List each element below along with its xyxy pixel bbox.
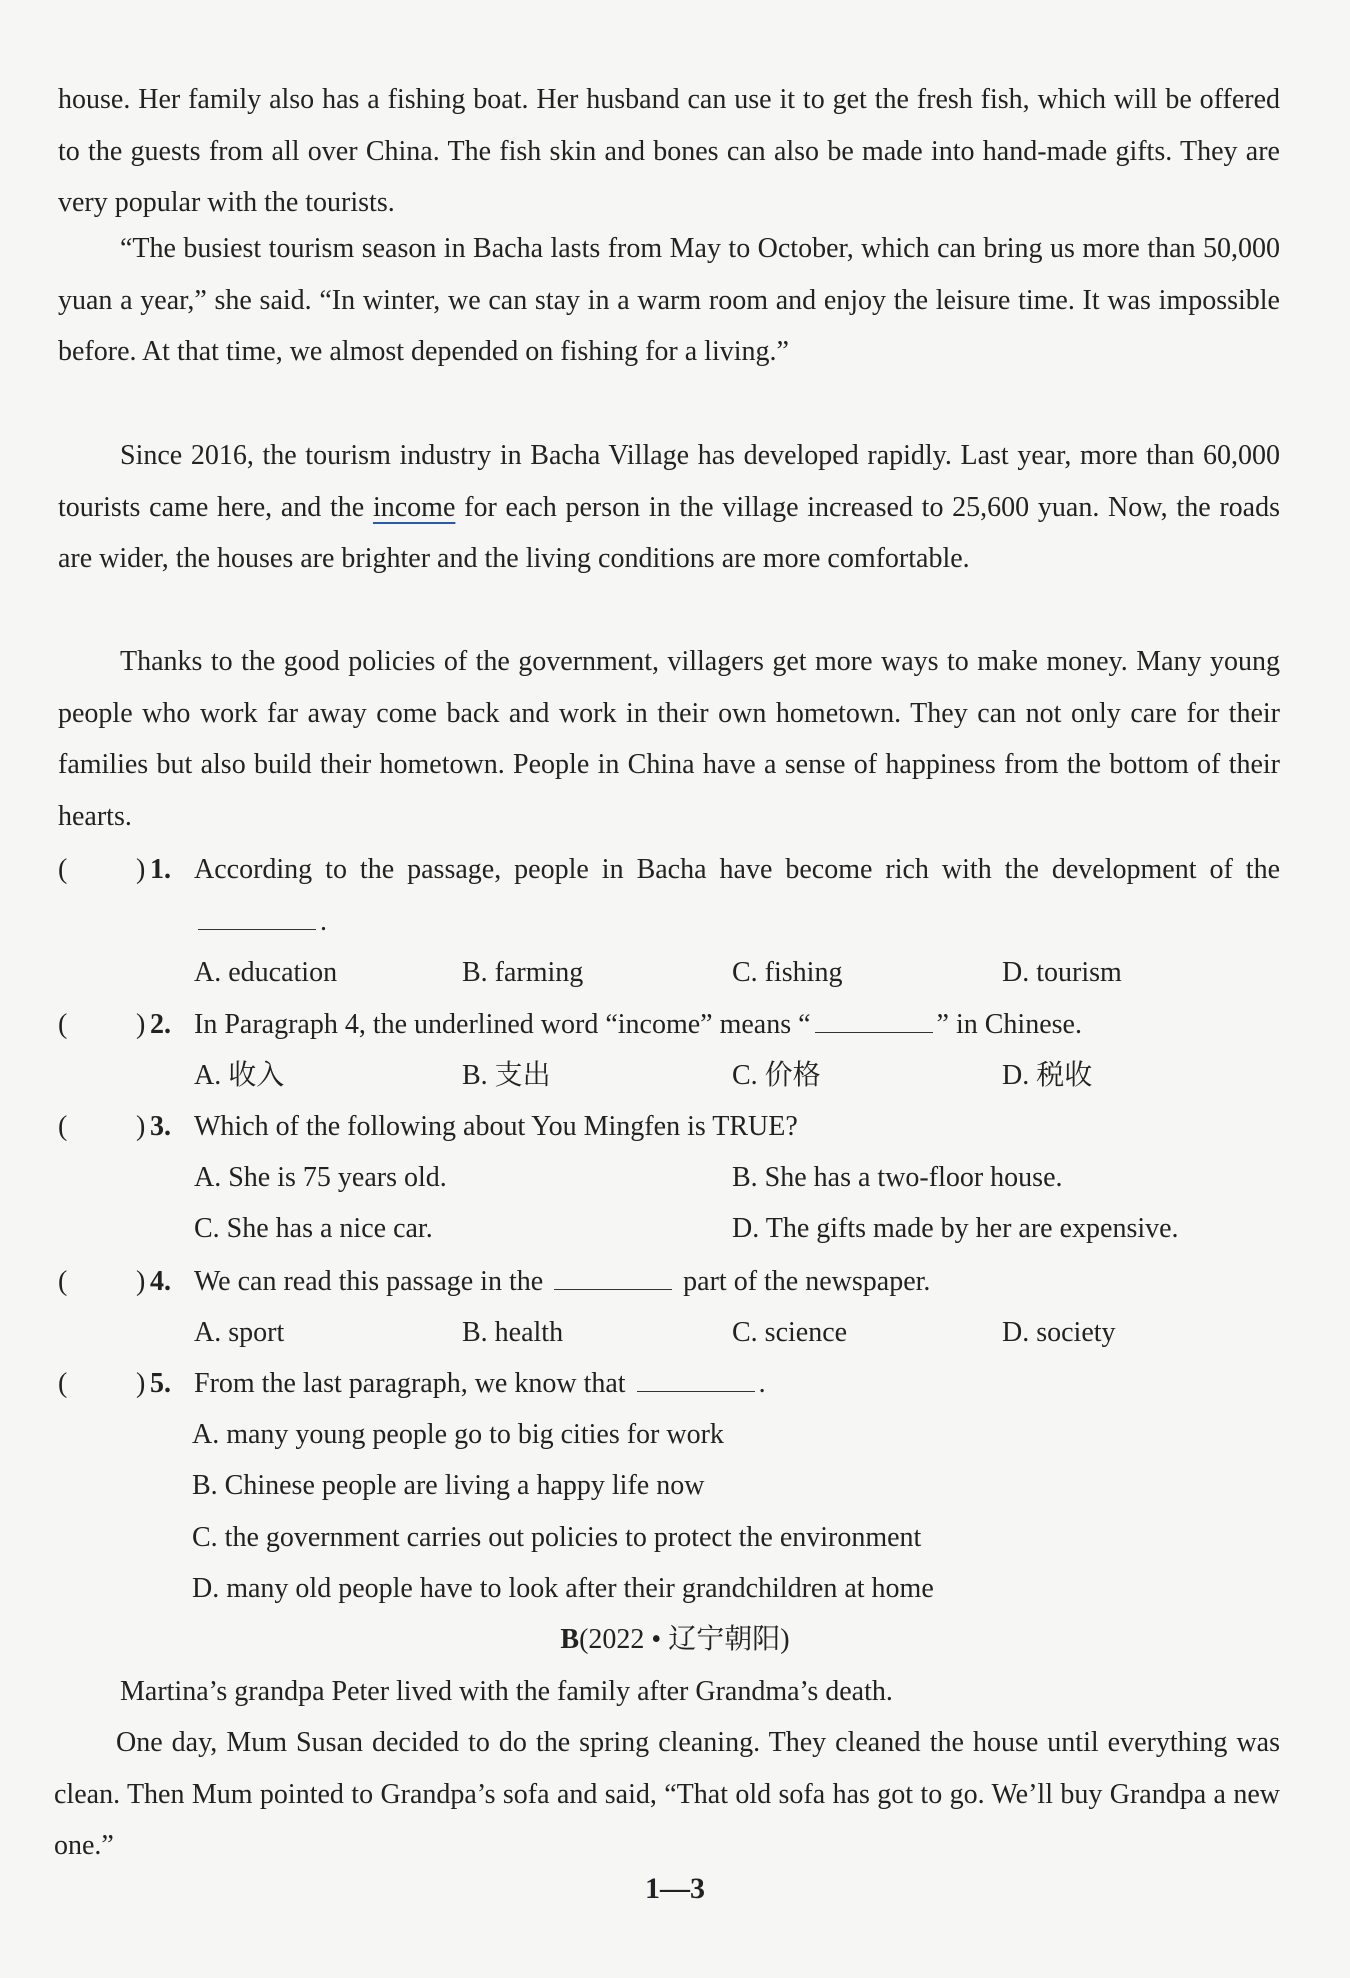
option-b[interactable]: B. farming <box>462 957 584 988</box>
page-number: 1—3 <box>645 1872 705 1905</box>
question-text: According to the passage, people in Bacha have become rich with the development of the . <box>194 854 1280 937</box>
underlined-word-income: income <box>372 491 456 523</box>
option-b[interactable]: B. She has a two-floor house. <box>732 1162 1063 1193</box>
option-a[interactable]: A. many young people go to big cities for work <box>192 1419 724 1450</box>
question-number: 1. <box>150 854 171 885</box>
option-d[interactable]: D. tourism <box>1002 957 1122 988</box>
paragraph-a2: “The busiest tourism season in Bacha lasts from May to October, which can bring us more than 50,000 yuan a year,” she said. “In winter, we can stay in a warm room and enjoy the leisure time. It was impossible before. At that time, we almost depended on fishing for a living.” <box>58 233 1280 367</box>
option-b[interactable]: B. Chinese people are living a happy life now <box>192 1470 705 1501</box>
option-a[interactable]: A. sport <box>194 1317 285 1348</box>
section-b-heading <box>0 1614 1350 1666</box>
paragraph-a1: house. Her family also has a fishing boat. Her husband can use it to get the fresh fish, which will be offered to the guests from all over China. The fish skin and bones can also be made into hand-made gifts. They are very popular with the tourists. <box>58 84 1280 218</box>
paragraph-b2: One day, Mum Susan decided to do the spring cleaning. They cleaned the house until everything was clean. Then Mum pointed to Grandpa’s sofa and said, “That old sofa has got to go. We’ll buy Grandpa a new one.” <box>54 1727 1280 1861</box>
question-text: Which of the following about You Mingfen is TRUE? <box>194 1111 798 1142</box>
paragraph-a3 <box>58 430 1280 585</box>
option-b[interactable]: B. health <box>462 1317 564 1348</box>
option-d[interactable]: D. The gifts made by her are expensive. <box>732 1213 1179 1244</box>
paragraph-a3-part1: Since 2016, the tourism industry in Bacha Village has developed rapidly. Last year, more than 60,000 tourists came here, and the <box>58 440 1280 523</box>
section-letter: B <box>560 1624 580 1655</box>
paragraph-a4: Thanks to the good policies of the government, villagers get more ways to make money. Many young people who work far away come back and work in their own hometown. They can not only care for their families but also build their hometown. People in China have a sense of happiness from the bottom of their hearts. <box>58 646 1280 832</box>
section-source: (2022 • 辽宁朝阳) <box>579 1624 790 1655</box>
option-a[interactable]: A. 收入 <box>194 1060 285 1091</box>
question-number: 3. <box>150 1111 171 1142</box>
option-a[interactable]: A. education <box>194 957 338 988</box>
option-a[interactable]: A. She is 75 years old. <box>194 1162 447 1193</box>
paragraph-b1: Martina’s grandpa Peter lived with the family after Grandma’s death. <box>120 1676 893 1707</box>
fill-blank[interactable] <box>637 1367 755 1392</box>
question-3: ( ) 3. Which of the following about You Mingfen is TRUE? <box>58 1101 1280 1153</box>
fill-blank[interactable] <box>198 905 316 930</box>
option-c[interactable]: C. science <box>732 1317 848 1348</box>
option-c[interactable]: C. the government carries out policies to protect the environment <box>192 1522 922 1553</box>
question-5: ( ) 5. From the last paragraph, we know that . <box>58 1358 1280 1410</box>
question-text: In Paragraph 4, the underlined word “income” means “ ” in Chinese. <box>194 1009 1082 1040</box>
fill-blank[interactable] <box>554 1265 672 1290</box>
option-c[interactable]: C. She has a nice car. <box>194 1213 433 1244</box>
fill-blank[interactable] <box>815 1008 933 1033</box>
option-d[interactable]: D. many old people have to look after their grandchildren at home <box>192 1573 934 1604</box>
question-text: We can read this passage in the part of the newspaper. <box>194 1266 931 1297</box>
question-text: From the last paragraph, we know that . <box>194 1368 766 1399</box>
question-number: 5. <box>150 1368 171 1399</box>
option-c[interactable]: C. 价格 <box>732 1060 821 1091</box>
option-d[interactable]: D. 税收 <box>1002 1060 1093 1091</box>
question-1: ( ) 1. According to the passage, people in Bacha have become rich with the development of the . <box>58 844 1280 948</box>
option-d[interactable]: D. society <box>1002 1317 1116 1348</box>
question-4: ( ) 4. We can read this passage in the part of the newspaper. <box>58 1256 1280 1308</box>
paragraph-a3-part2: for each person in the village increased to 25,600 yuan. Now, the roads are wider, the houses are brighter and the living conditions are more comfortable. <box>58 491 1280 574</box>
question-number: 2. <box>150 1009 171 1040</box>
option-c[interactable]: C. fishing <box>732 957 843 988</box>
question-number: 4. <box>150 1266 171 1297</box>
question-2: ( ) 2. In Paragraph 4, the underlined word “income” means “ ” in Chinese. <box>58 999 1280 1051</box>
option-b[interactable]: B. 支出 <box>462 1060 551 1091</box>
